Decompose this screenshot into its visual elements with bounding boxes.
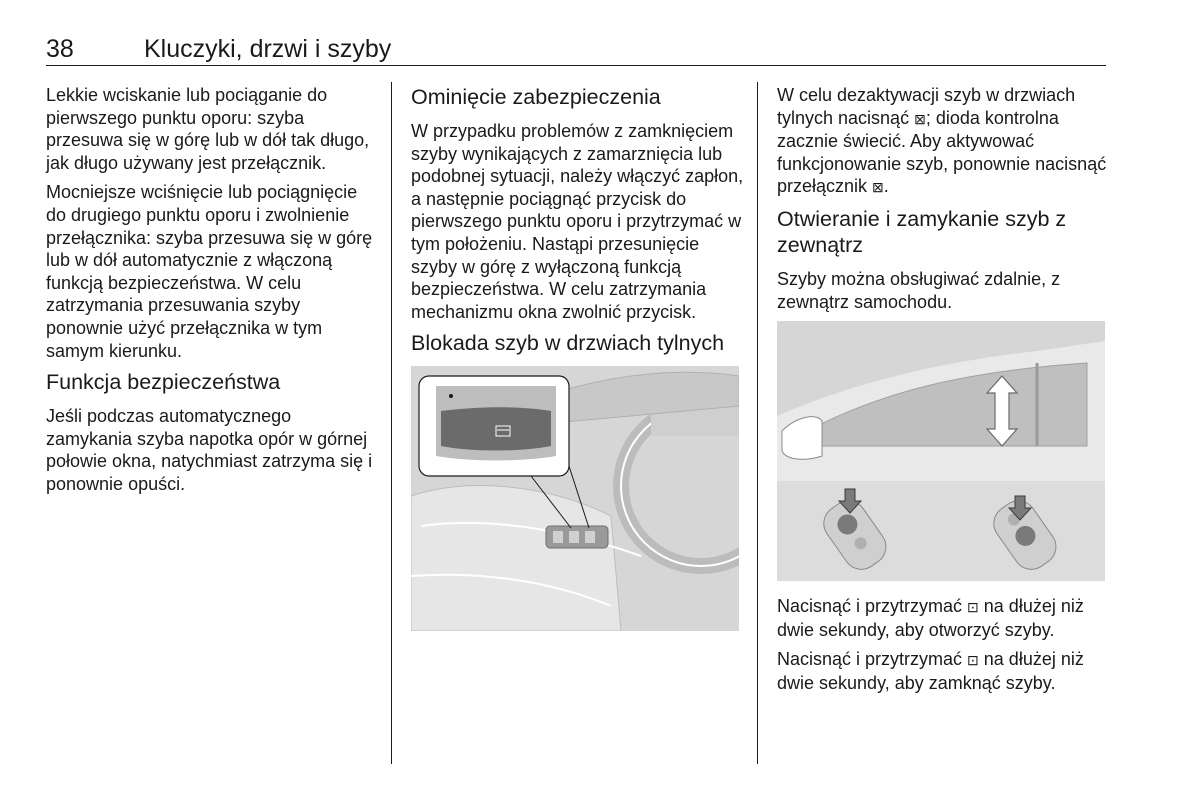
- column-2: [411, 84, 746, 631]
- paragraph: Mocniejsze wciśnięcie lub pociągnięcie do drugiego punktu oporu i zwolnienie przełącznika: szyba przesuwa się w górę lub w dół automatycznie z włączoną funkcją bezpieczeństwa. W celu zatrzymania przesuwania szyby ponownie użyć przełącznika w tym samym kierunku.: [46, 182, 373, 361]
- column-divider-2: [757, 82, 758, 764]
- column-divider-1: [391, 82, 392, 764]
- paragraph: Lekkie wciskanie lub pociąganie do pierwszego punktu oporu: szyba przesuwa się w górę lub w dół tak długo, jak długo używany jest przełącznik.: [46, 85, 370, 173]
- lock-icon: ⊡: [967, 652, 979, 669]
- chapter-title: Kluczyki, drzwi i szyby: [144, 35, 392, 63]
- page-number: 38: [46, 35, 74, 63]
- paragraph: Jeśli podczas automatycznego zamykania szyba napotka opór w górnej połowie okna, natychmiast zatrzyma się i ponownie opuści.: [46, 406, 373, 494]
- column-3: [777, 84, 1112, 702]
- section-heading: Blokada szyb w drzwiach tylnych: [411, 331, 725, 356]
- remote-window-illustration: [777, 321, 1105, 581]
- unlock-icon: ⊡: [967, 599, 979, 616]
- door-switch-illustration: [411, 366, 739, 631]
- column-1: [46, 84, 376, 503]
- section-heading: Otwieranie i zamykanie szyb z zewnątrz: [777, 206, 1067, 257]
- paragraph: W celu dezaktywacji szyb w drzwiach tylnych nacisnąć ⊠; dioda kontrolna zacznie świecić. Aby aktywować funkcjonowanie szyb, ponownie nacisnąć przełącznik ⊠.: [777, 85, 1107, 197]
- section-heading: Funkcja bezpieczeństwa: [46, 370, 281, 395]
- child-lock-button-icon: ⊠: [914, 110, 926, 127]
- paragraph: Nacisnąć i przytrzymać ⊡ na dłużej niż dwie sekundy, aby zamknąć szyby.: [777, 649, 1084, 693]
- page-header: [46, 34, 1106, 64]
- section-heading: Ominięcie zabezpieczenia: [411, 85, 661, 109]
- paragraph: W przypadku problemów z zamknięciem szyby wynikających z zamarznięcia lub podobnej sytuacji, należy włączyć zapłon, a następnie pociągnąć przycisk do pierwszego punktu oporu i przytrzymać w tym położeniu. Nastąpi przesunięcie szyby w górę z wyłączoną funkcją bezpieczeństwa. W celu zatrzymania mechanizmu okna zwolnić przycisk.: [411, 121, 744, 322]
- paragraph: Szyby można obsługiwać zdalnie, z zewnątrz samochodu.: [777, 268, 1061, 312]
- header-rule: [46, 65, 1106, 66]
- child-lock-button-icon: ⊠: [872, 179, 884, 196]
- paragraph: Nacisnąć i przytrzymać ⊡ na dłużej niż dwie sekundy, aby otworzyć szyby.: [777, 596, 1084, 640]
